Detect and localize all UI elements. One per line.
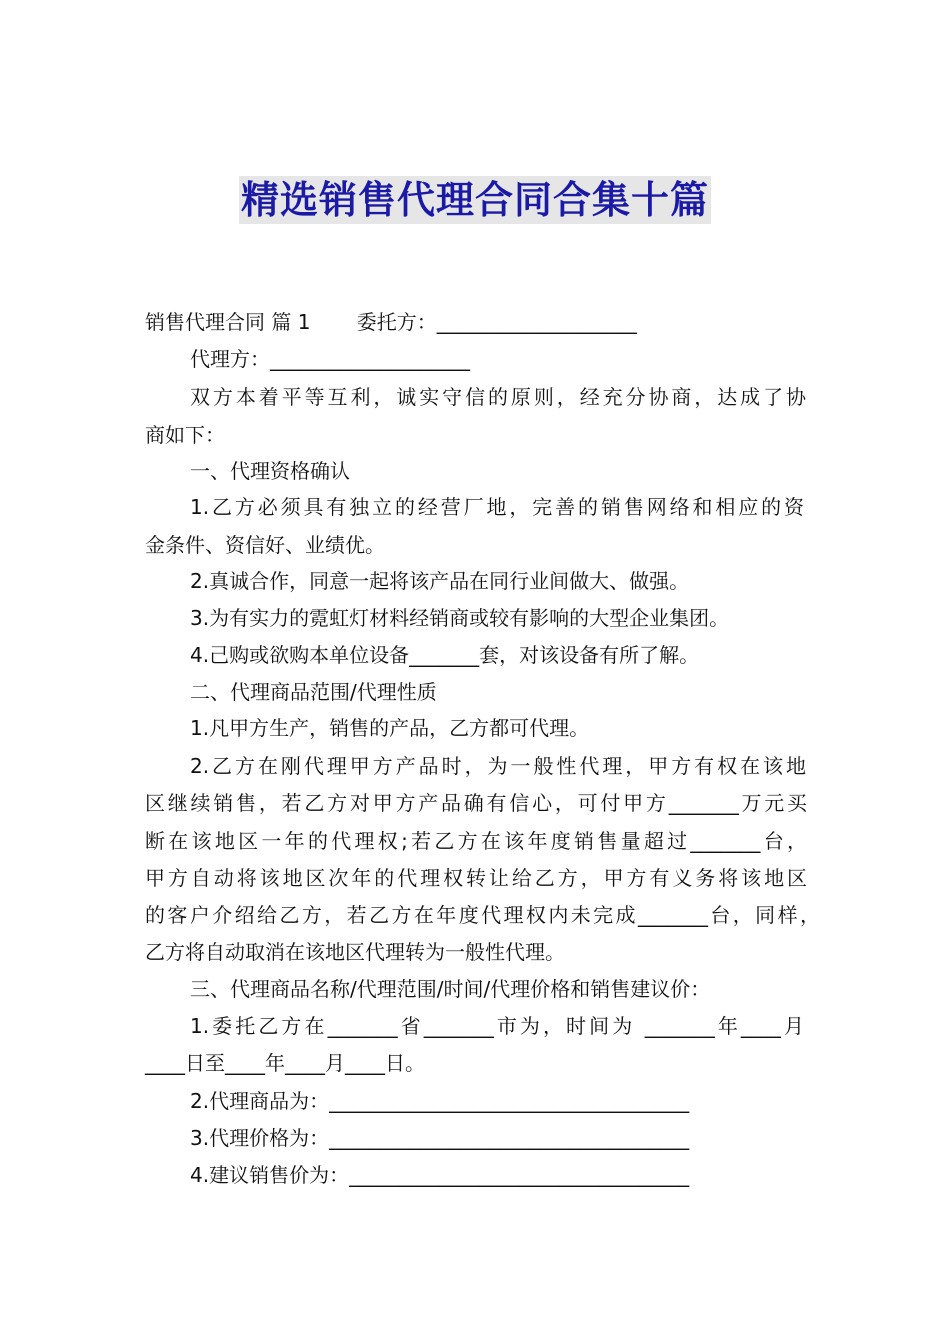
title-container <box>0 176 950 224</box>
paragraph-line: 2.乙方在刚代理甲方产品时，为一般性代理，甲方有权在该地 <box>190 754 806 778</box>
paragraph-line: 1.凡甲方生产，销售的产品，乙方都可代理。 <box>190 716 590 740</box>
section-heading: 一、代理资格确认 <box>190 459 350 483</box>
paragraph-line: 2.代理商品为：____________________________________ <box>190 1089 690 1113</box>
paragraph-line: 4.建议销售价为：__________________________________ <box>190 1163 690 1187</box>
paragraph-line: 3.代理价格为：____________________________________ <box>190 1126 690 1150</box>
paragraph-line: 商如下： <box>145 423 225 447</box>
paragraph-line: 2.真诚合作，同意一起将该产品在同行业间做大、做强。 <box>190 569 690 593</box>
paragraph-line: 断在该地区一年的代理权;若乙方在该年度销售量超过_______台， <box>145 829 807 853</box>
contract-heading-line: 销售代理合同 篇 1 委托方：____________________ <box>145 310 637 334</box>
paragraph-line: 区继续销售，若乙方对甲方产品确有信心，可付甲方_______万元买 <box>145 791 807 815</box>
paragraph-line: 乙方将自动取消在该地区代理转为一般性代理。 <box>145 940 565 964</box>
paragraph-line: 的客户介绍给乙方，若乙方在年度代理权内未完成_______台，同样， <box>145 903 820 927</box>
document-title: 精选销售代理合同合集十篇 <box>240 178 709 222</box>
paragraph-line: ____日至____年____月____日。 <box>145 1051 425 1075</box>
paragraph-line: 3.为有实力的霓虹灯材料经销商或较有影响的大型企业集团。 <box>190 606 730 630</box>
paragraph-line: 1.乙方必须具有独立的经营厂地，完善的销售网络和相应的资 <box>190 495 804 519</box>
section-heading: 二、代理商品范围/代理性质 <box>190 680 437 704</box>
section-heading: 三、代理商品名称/代理范围/时间/代理价格和销售建议价： <box>190 977 711 1001</box>
paragraph-line: 金条件、资信好、业绩优。 <box>145 533 385 557</box>
paragraph-line: 甲方自动将该地区次年的代理权转让给乙方，甲方有义务将该地区 <box>145 866 807 890</box>
agent-party-line: 代理方：____________________ <box>190 347 470 371</box>
paragraph-line: 1.委托乙方在_______省_______市为，时间为 _______年____月 <box>190 1014 804 1038</box>
paragraph-line: 4.己购或欲购本单位设备_______套，对该设备有所了解。 <box>190 643 700 667</box>
paragraph-line: 双方本着平等互利，诚实守信的原则，经充分协商，达成了协 <box>190 385 806 409</box>
